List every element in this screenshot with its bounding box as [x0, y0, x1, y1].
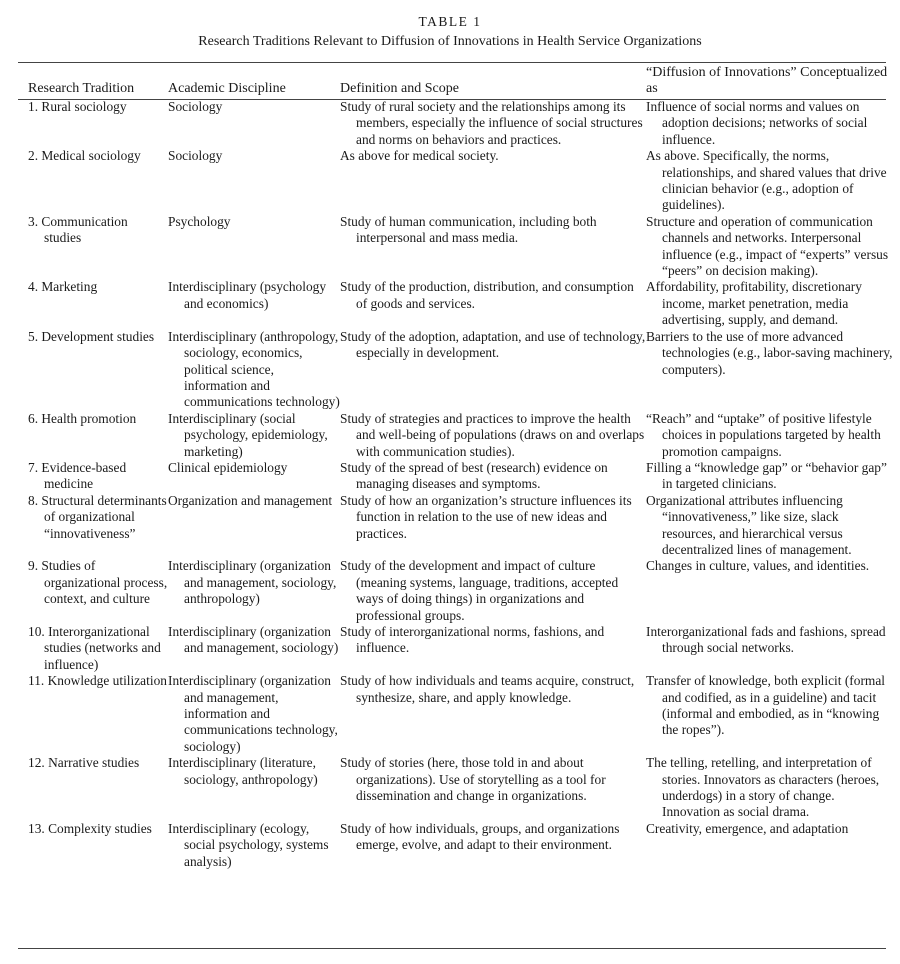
cell-conceptualized-as: Interorganizational fads and fashions, spread through social networks. [646, 624, 886, 656]
cell-academic-discipline: Interdisciplinary (organization and management, information and communications technology, sociology) [168, 673, 338, 754]
cell-definition-scope: Study of human communication, including both interpersonal and mass media. [340, 213, 597, 246]
cell-research-tradition: 9. Studies of organizational process, context, and culture [28, 558, 168, 607]
cell-definition-scope: Study of the development and impact of culture (meaning systems, language, traditions, accepted ways of doing things) in organizations and professional groups. [340, 558, 619, 623]
table-row [20, 411, 894, 460]
cell-conceptualized-as: Structure and operation of communication channels and networks. Interpersonal influence (e.g., impact of “experts” versus “peers” on decision making). [646, 213, 889, 279]
cell-research-tradition: 3. Communication studies [28, 213, 128, 246]
table-row [20, 558, 894, 624]
cell-academic-discipline: Sociology [168, 148, 223, 164]
cell-research-tradition: 7. Evidence-based medicine [28, 459, 127, 492]
cell-definition-scope: Study of the spread of best (research) evidence on managing diseases and symptoms. [340, 459, 608, 492]
cell-definition-scope: Study of how an organization’s structure influences its function in relation to the use of new ideas and practices. [340, 492, 632, 541]
table-body [20, 99, 894, 870]
header-definition-scope: Definition and Scope [340, 81, 459, 96]
cell-conceptualized-as: Barriers to the use of more advanced technologies (e.g., labor-saving machinery, computers). [646, 328, 893, 377]
header-conceptualized-as: “Diffusion of Innovations” Conceptualized as [646, 65, 888, 96]
table-row [20, 821, 894, 870]
cell-conceptualized-as: Changes in culture, values, and identities. [646, 558, 870, 574]
table-row [20, 148, 894, 214]
cell-definition-scope: Study of the adoption, adaptation, and use of technology, especially in development. [340, 328, 646, 361]
cell-conceptualized-as: Organizational attributes influencing “innovativeness,” like size, slack resources, and hierarchical versus decentralized lines of management. [646, 492, 852, 557]
cell-conceptualized-as: Transfer of knowledge, both explicit (formal and codified, as in a guideline) and tacit (informal and embodied, as in “knowing the ropes”). [646, 673, 885, 738]
cell-research-tradition: 13. Complexity studies [28, 820, 152, 836]
table-row [20, 214, 894, 280]
cell-academic-discipline: Sociology [168, 99, 223, 114]
table-row [20, 673, 894, 755]
cell-research-tradition: 12. Narrative studies [28, 755, 140, 771]
cell-research-tradition: 6. Health promotion [28, 410, 137, 426]
header-research-tradition: Research Tradition [28, 81, 135, 96]
cell-definition-scope: As above for medical society. [340, 148, 499, 164]
cell-research-tradition: 8. Structural determinants of organizational “innovativeness” [28, 492, 167, 541]
cell-conceptualized-as: Affordability, profitability, discretionary income, market penetration, media advertising, supply, and demand. [646, 279, 862, 328]
cell-conceptualized-as: “Reach” and “uptake” of positive lifestyle choices in populations targeted by health promotion campaigns. [646, 410, 881, 459]
cell-academic-discipline: Clinical epidemiology [168, 459, 288, 475]
cell-academic-discipline: Psychology [168, 213, 231, 229]
cell-academic-discipline: Interdisciplinary (organization and management, sociology, anthropology) [168, 558, 337, 607]
cell-academic-discipline: Interdisciplinary (anthropology, sociology, economics, political science, information and communications technology) [168, 328, 340, 410]
table-row [20, 755, 894, 821]
cell-research-tradition: 1. Rural sociology [28, 99, 127, 114]
cell-academic-discipline: Interdisciplinary (ecology, social psychology, systems analysis) [168, 820, 329, 869]
table-row [20, 460, 894, 493]
cell-research-tradition: 4. Marketing [28, 279, 98, 295]
cell-academic-discipline: Interdisciplinary (literature, sociology, anthropology) [168, 755, 318, 787]
cell-research-tradition: 5. Development studies [28, 328, 155, 344]
table-row [20, 624, 894, 673]
cell-research-tradition: 11. Knowledge utilization [28, 673, 167, 689]
cell-definition-scope: Study of rural society and the relationships among its members, especially the influence of social structures and norms on behaviors and practices. [340, 99, 643, 147]
table-row [20, 99, 894, 148]
cell-conceptualized-as: Filling a “knowledge gap” or “behavior gap” in targeted clinicians. [646, 459, 887, 492]
header-academic-discipline: Academic Discipline [168, 81, 286, 96]
cell-definition-scope: Study of how individuals and teams acquire, construct, synthesize, share, and apply knowledge. [340, 673, 635, 705]
cell-research-tradition: 2. Medical sociology [28, 148, 141, 164]
table-row [20, 279, 894, 328]
table-caption: Research Traditions Relevant to Diffusion of Innovations in Health Service Organizations [198, 34, 702, 49]
research-traditions-table [20, 63, 894, 870]
cell-academic-discipline: Interdisciplinary (organization and management, sociology) [168, 624, 339, 656]
cell-academic-discipline: Organization and management [168, 492, 333, 508]
cell-academic-discipline: Interdisciplinary (social psychology, epidemiology, marketing) [168, 410, 328, 459]
table-row [20, 493, 894, 559]
cell-conceptualized-as: Creativity, emergence, and adaptation [646, 820, 849, 836]
cell-definition-scope: Study of how individuals, groups, and organizations emerge, evolve, and adapt to their environment. [340, 820, 620, 853]
cell-research-tradition: 10. Interorganizational studies (networks and influence) [28, 624, 161, 672]
cell-definition-scope: Study of interorganizational norms, fashions, and influence. [340, 624, 605, 656]
cell-conceptualized-as: The telling, retelling, and interpretation of stories. Innovators as characters (heroes, underdogs) in a story of change. Innovation as social drama. [646, 755, 880, 820]
cell-conceptualized-as: As above. Specifically, the norms, relationships, and shared values that drive clinician behavior (e.g., adoption of guidelines). [646, 148, 887, 213]
header-row [20, 63, 894, 99]
table-row [20, 329, 894, 411]
cell-definition-scope: Study of stories (here, those told in and about organizations). Use of storytelling as a tool for dissemination and change in organizations. [340, 755, 606, 804]
cell-conceptualized-as: Influence of social norms and values on adoption decisions; networks of social influence. [646, 99, 868, 147]
cell-academic-discipline: Interdisciplinary (psychology and economics) [168, 279, 327, 311]
cell-definition-scope: Study of strategies and practices to improve the health and well-being of populations (draws on and overlaps with communication studies). [340, 410, 645, 459]
cell-definition-scope: Study of the production, distribution, and consumption of goods and services. [340, 279, 634, 311]
table-label: TABLE 1 [418, 14, 482, 29]
bottom-rule [18, 948, 886, 949]
